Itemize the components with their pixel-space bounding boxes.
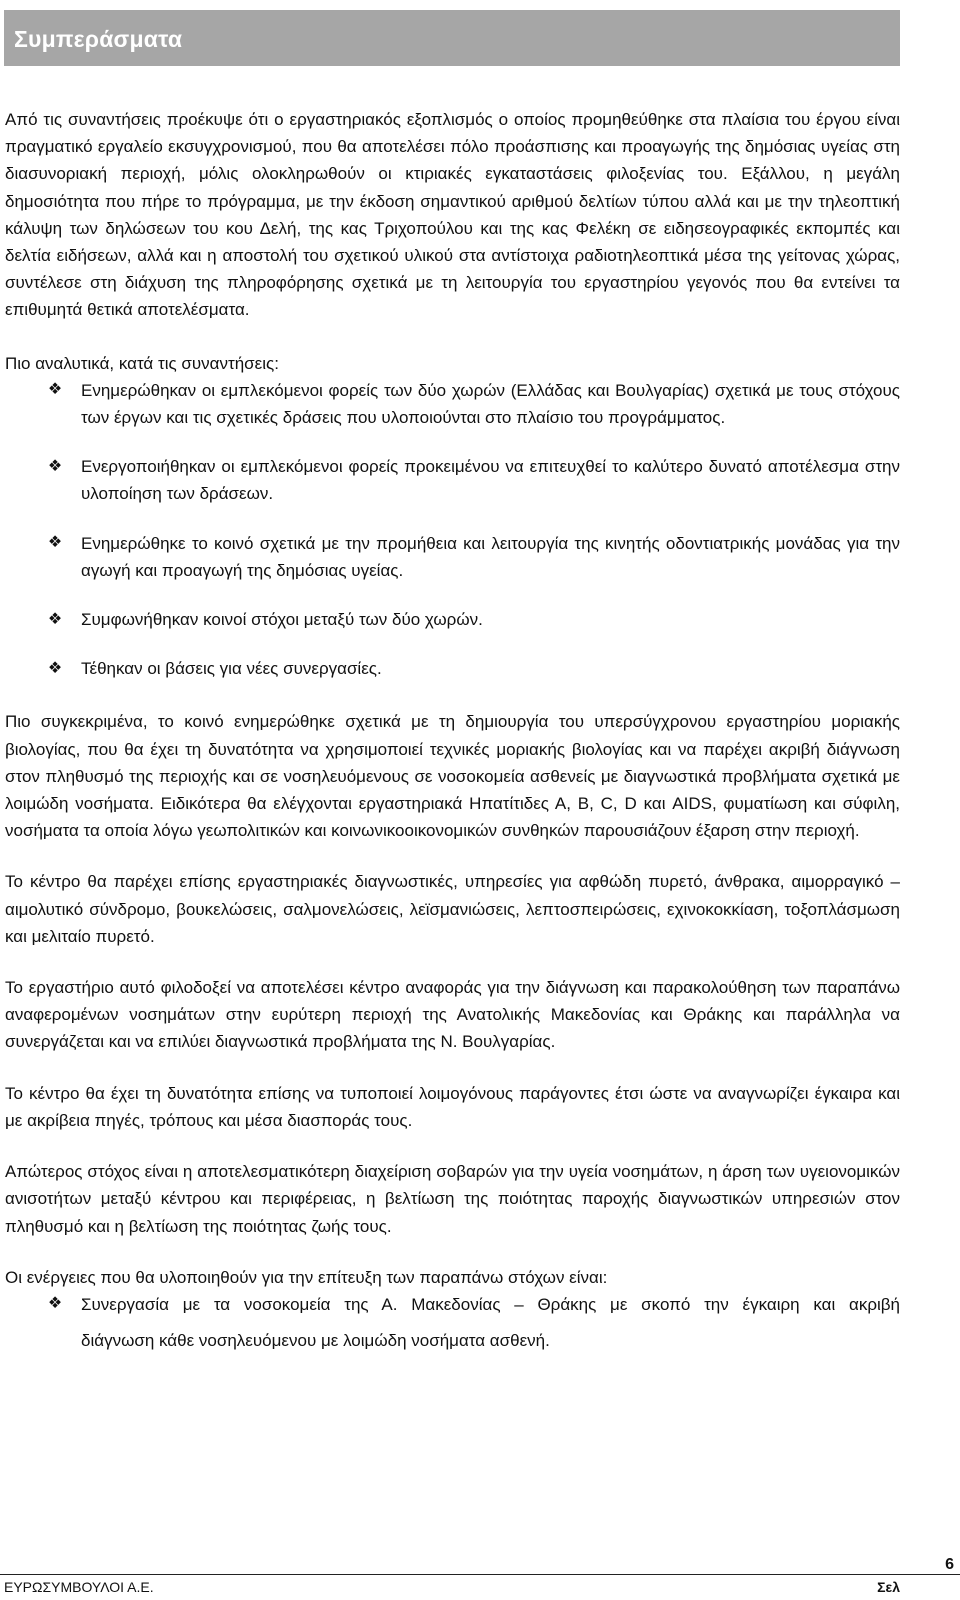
paragraph-ultimate-goal: Απώτερος στόχος είναι η αποτελεσματικότερη διαχείριση σοβαρών για την υγεία νοσημάτων, η άρση των υγειονομικών ανισοτήτων μεταξύ κέντρου και περιφέρειας, η βελτίωση της ποιότητας παροχής διαγνωστικών υπηρεσιών στον πληθυσμό και η βελτίωση της ποιότητας ζωής τους.	[5, 1162, 900, 1236]
paragraph-diagnostic-services: Το κέντρο θα παρέχει επίσης εργαστηριακές διαγνωστικές, υπηρεσίες για αφθώδη πυρετό, άνθρακα, αιμορραγικό – αιμολυτικό σύνδρομο, βουκελώσεις, σαλμονελώσεις, λεϊσμανιώσεις, λεπτοσπειρώσεις, εχινοκοκκίαση, τοξοπλάσμωση και μελιταίο πυρετό.	[5, 872, 900, 946]
diamond-bullet-icon: ❖	[47, 457, 63, 475]
diamond-bullet-icon: ❖	[47, 381, 63, 399]
diamond-bullet-icon: ❖	[47, 659, 63, 677]
list-item: ❖ Συμφωνήθηκαν κοινοί στόχοι μεταξύ των δύο χωρών.	[5, 606, 900, 633]
list-item: ❖ Ενημερώθηκαν οι εμπλεκόμενοι φορείς των δύο χωρών (Ελλάδας και Βουλγαρίας) σχετικά με τους στόχους των έργων και τις σχετικές δράσεις που υλοποιούνται στο πλαίσιο του προγράμματος.	[5, 377, 900, 431]
paragraph-reference-center: Το εργαστήριο αυτό φιλοδοξεί να αποτελέσει κέντρο αναφοράς για την διάγνωση και παρακολούθηση των παραπάνω αναφερομένων νοσημάτων στην ευρύτερη περιοχή της Ανατολικής Μακεδονίας και Θράκης και παράλληλα να συνεργάζεται και να επιλύει διαγνωστικά προβλήματα της Ν. Βουλγαρίας.	[5, 978, 900, 1052]
page-footer	[0, 1556, 960, 1600]
list-item: ❖ Ενημερώθηκε το κοινό σχετικά με την προμήθεια και λειτουργία της κινητής οδοντιατρικής μονάδας για την αγωγή και προαγωγή της δημόσιας υγείας.	[5, 530, 900, 584]
paragraph-typing-capability: Το κέντρο θα έχει τη δυνατότητα επίσης να τυποποιεί λοιμογόνους παράγοντες έτσι ώστε να αναγνωρίζει έγκαιρα και με ακρίβεια πηγές, τρόπους και μέσα διασποράς τους.	[5, 1083, 900, 1130]
diamond-bullet-icon: ❖	[47, 610, 63, 628]
meeting-outcomes-list	[5, 377, 900, 683]
actions-list	[5, 1291, 900, 1354]
document-body	[5, 106, 900, 1354]
list-item	[5, 1291, 900, 1354]
diamond-bullet-icon: ❖	[47, 1295, 63, 1313]
section-heading: Συμπεράσματα	[14, 26, 183, 52]
paragraph-list-intro: Πιο αναλυτικά, κατά τις συναντήσεις:	[5, 353, 279, 373]
footer-company: ΕΥΡΩΣΥΜΒΟΥΛΟΙ Α.Ε.	[4, 1579, 154, 1595]
action-line-2: διάγνωση κάθε νοσηλευόμενου με λοιμώδη νοσήματα ασθενή.	[81, 1330, 550, 1350]
footer-page-label: Σελ	[877, 1579, 900, 1595]
action-line-1: Συνεργασία με τα νοσοκομεία της Α. Μακεδονίας – Θράκης με σκοπό την έγκαιρη και ακριβή	[81, 1294, 900, 1314]
section-heading-bar	[4, 10, 900, 66]
paragraph-actions-intro: Οι ενέργειες που θα υλοποιηθούν για την επίτευξη των παραπάνω στόχων είναι:	[5, 1267, 608, 1287]
footer-page-number: 6	[945, 1556, 954, 1573]
diamond-bullet-icon: ❖	[47, 534, 63, 552]
paragraph-lab-details: Πιο συγκεκριμένα, το κοινό ενημερώθηκε σχετικά με τη δημιουργία του υπερσύγχρονου εργαστηρίου μοριακής βιολογίας, που θα έχει τη δυνατότητα να χρησιμοποιεί τεχνικές μοριακής βιολογίας και να παρέχει ακριβή διάγνωση στον πληθυσμό της περιοχής και σε νοσηλευόμενους σε νοσοκομεία ασθενείς με διαγνωστικά προβλήματα σχετικά με λοιμώδη νοσήματα. Ειδικότερα θα ελέγχονται εργαστηριακά Ηπατίτιδες Α, Β, C, D και AIDS, φυματίωση και σύφιλη, νοσήματα τα οποία λόγω γεωπολιτικών και κοινωνικοοικονομικών συνθηκών παρουσιάζουν έξαρση στην περιοχή.	[5, 712, 900, 841]
list-item: ❖ Ενεργοποιήθηκαν οι εμπλεκόμενοι φορείς προκειμένου να επιτευχθεί το καλύτερο δυνατό αποτέλεσμα στην υλοποίηση των δράσεων.	[5, 453, 900, 507]
paragraph-intro: Από τις συναντήσεις προέκυψε ότι ο εργαστηριακός εξοπλισμός ο οποίος προμηθεύθηκε στα πλαίσια του έργου είναι πραγματικό εργαλείο εκσυγχρονισμού, που θα αποτελέσει πόλο προάσπισης και προαγωγής της δημόσιας υγείας στη διασυνοριακή περιοχή, μόλις ολοκληρωθούν οι κτιριακές εγκαταστάσεις φιλοξενίας του. Εξάλλου, η μεγάλη δημοσιότητα που πήρε το πρόγραμμα, με την έκδοση σημαντικού αριθμού δελτίων τύπου αλλά και με την τηλεοπτική κάλυψη των δηλώσεων του κου Δελή, της κας Τριχοπούλου και της κας Φελέκη σε ειδησεογραφικές εκπομπές και δελτία ειδήσεων, αλλά και η αποστολή του σχετικού υλικού στα αντίστοιχα ραδιοτηλεοπτικά μέσα της γείτονας χώρας, συντέλεσε στη διάχυση της πληροφόρησης σχετικά με τη λειτουργία του εργαστηρίου γεγονός που θα εντείνει τα επιθυμητά θετικά αποτελέσματα.	[5, 110, 900, 320]
list-item: ❖ Τέθηκαν οι βάσεις για νέες συνεργασίες.	[5, 655, 900, 682]
